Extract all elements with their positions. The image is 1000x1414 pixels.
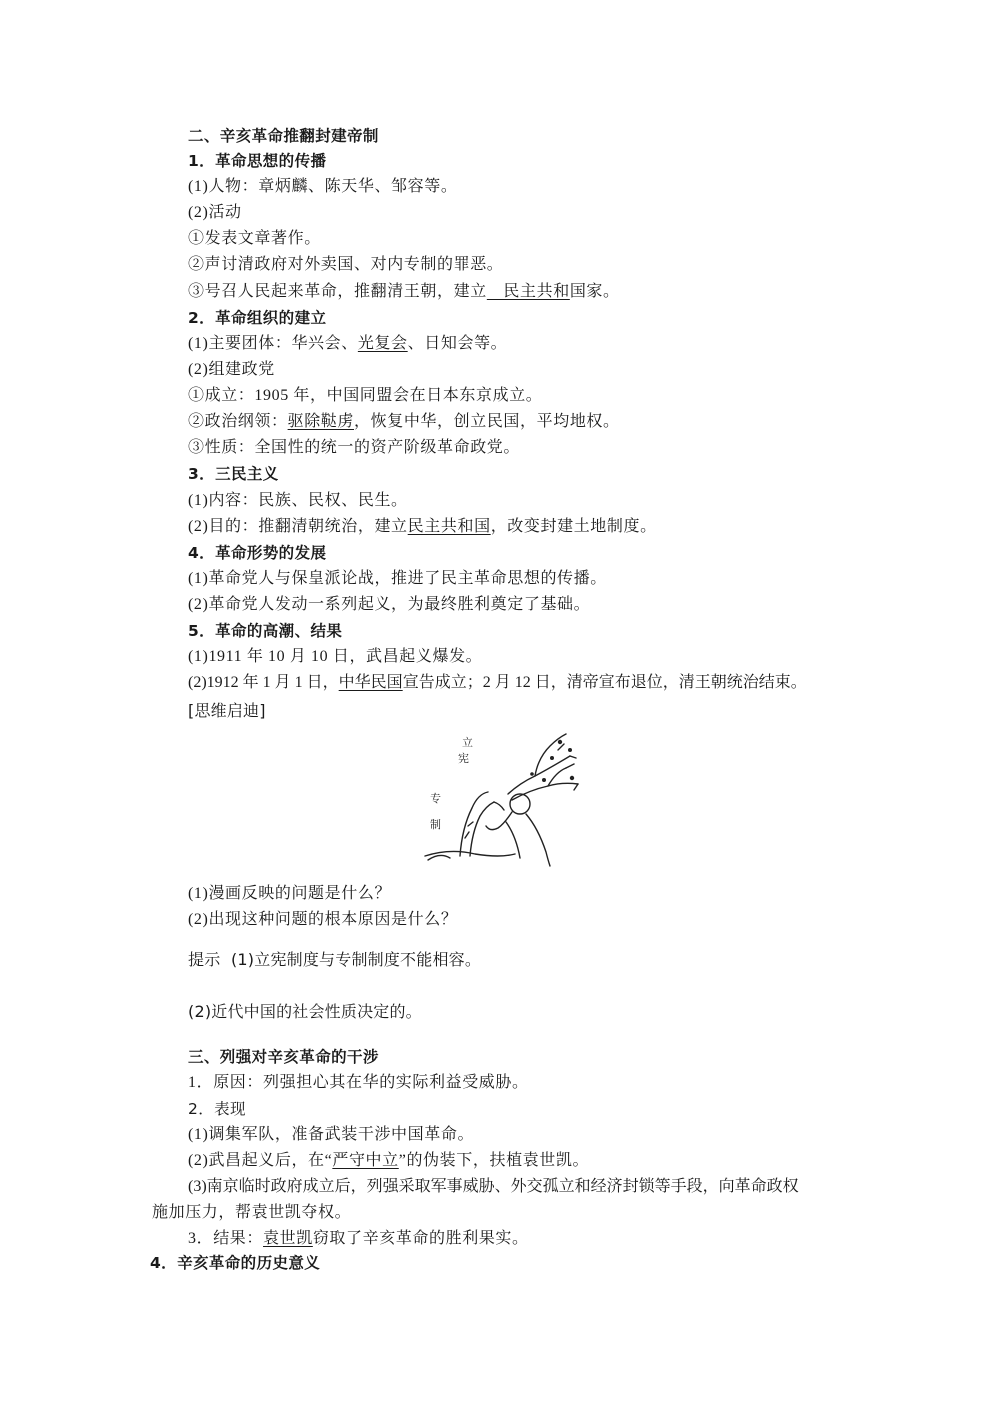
s4-p1: (1)革命党人与保皇派论战，推进了民主革命思想的传播。 xyxy=(188,570,607,587)
s1-title: 1．革命思想的传播 xyxy=(188,152,327,170)
thinking-hint xyxy=(188,950,481,970)
s3-p2 xyxy=(188,517,657,537)
s1-a3 xyxy=(188,282,620,302)
s2-p2: (2)组建政党 xyxy=(188,361,275,378)
s4-title: 4．革命形势的发展 xyxy=(188,544,327,562)
s2-p1 xyxy=(188,334,507,354)
s5-p1: (1)1911 年 10 月 10 日，武昌起义爆发。 xyxy=(188,648,483,665)
s2-a2-pre: ②政治纲领： xyxy=(188,413,288,430)
svg-text:宪: 宪 xyxy=(458,752,469,765)
s3-result-pre: 3．结果： xyxy=(188,1230,264,1247)
s2-a2 xyxy=(188,412,620,432)
s3-result-post: 窃取了辛亥革命的胜利果实。 xyxy=(312,1230,529,1247)
cartoon-tree-figure-icon xyxy=(420,728,580,868)
hint-answer-1: (1)立宪制度与专制制度不能相容。 xyxy=(230,950,482,969)
s1-a3-post: 国家。 xyxy=(569,283,620,300)
s2-p1-underline: 光复会 xyxy=(357,335,408,352)
s2-a1: ①成立：1905 年，中国同盟会在日本东京成立。 xyxy=(188,387,543,404)
s5-p2 xyxy=(188,673,807,693)
thinking-label: [思维启迪] xyxy=(188,701,266,720)
section4-title: 4．辛亥革命的历史意义 xyxy=(150,1254,321,1272)
svg-text:制: 制 xyxy=(430,818,441,831)
s3-p2-pre: (2)目的：推翻清朝统治，建立 xyxy=(188,518,408,535)
s3-b1: (1)调集军队，准备武装干涉中国革命。 xyxy=(188,1126,475,1143)
s3-title: 3．三民主义 xyxy=(188,465,279,483)
s2-p1-pre: (1)主要团体：华兴会、 xyxy=(188,335,358,352)
thinking-q1: (1)漫画反映的问题是什么？ xyxy=(188,885,392,902)
s5-p2-post: 宣告成立；2 月 12 日，清帝宣布退位，清王朝统治结束。 xyxy=(402,674,807,691)
s3-result xyxy=(188,1229,529,1249)
s2-a3: ③性质：全国性的统一的资产阶级革命政党。 xyxy=(188,439,521,456)
s1-a3-underline: 民主共和 xyxy=(486,283,570,300)
s3-result-underline: 袁世凯 xyxy=(263,1230,313,1247)
thinking-q2: (2)出现这种问题的根本原因是什么？ xyxy=(188,911,458,928)
s5-p2-underline: 中华民国 xyxy=(338,674,403,691)
s5-title: 5．革命的高潮、结果 xyxy=(188,622,343,640)
cartoon-illustration xyxy=(420,728,580,868)
s1-p1: (1)人物：章炳麟、陈天华、邹容等。 xyxy=(188,178,458,195)
s3-reason: 1．原因：列强担心其在华的实际利益受威胁。 xyxy=(188,1074,529,1091)
cartoon-label-bottom: 专 xyxy=(430,792,441,805)
cartoon-label-top: 立 xyxy=(462,736,473,749)
s3-p1: (1)内容：民族、民权、民生。 xyxy=(188,492,408,509)
section2-title: 二、辛亥革命推翻封建帝制 xyxy=(188,127,379,145)
s1-a3-pre: ③号召人民起来革命，推翻清王朝，建立 xyxy=(188,283,487,300)
s1-a2: ②声讨清政府对外卖国、对内专制的罪恶。 xyxy=(188,256,504,273)
s3-b2-post: ”的伪装下，扶植袁世凯。 xyxy=(398,1152,590,1169)
s3-b3-line1: (3)南京临时政府成立后，列强采取军事威胁、外交孤立和经济封锁等手段，向革命政权 xyxy=(188,1178,799,1195)
hint-answer-2: (2)近代中国的社会性质决定的。 xyxy=(188,1002,422,1021)
s3-p2-post: ，改变封建土地制度。 xyxy=(490,518,657,535)
s4-p2: (2)革命党人发动一系列起义，为最终胜利奠定了基础。 xyxy=(188,596,591,613)
s3-manifest-title: 2．表现 xyxy=(188,1100,246,1118)
s3-b2 xyxy=(188,1151,589,1171)
section3-title: 三、列强对辛亥革命的干涉 xyxy=(188,1048,379,1066)
s2-title: 2．革命组织的建立 xyxy=(188,309,327,327)
s2-a2-post: ，恢复中华，创立民国，平均地权。 xyxy=(354,413,620,430)
s3-b2-pre: (2)武昌起义后，在“ xyxy=(188,1152,333,1169)
s3-p2-underline: 民主共和国 xyxy=(407,518,491,535)
hint-label: 提示 xyxy=(188,950,221,969)
s1-p2: (2)活动 xyxy=(188,204,242,221)
s2-p1-post: 、日知会等。 xyxy=(407,335,508,352)
s2-a2-underline: 驱除鞑虏 xyxy=(287,413,355,430)
s5-p2-pre: (2)1912 年 1 月 1 日， xyxy=(188,674,339,691)
s3-b3-line2: 施加压力，帮袁世凯夺权。 xyxy=(152,1204,352,1221)
s1-a1: ①发表文章著作。 xyxy=(188,230,321,247)
s3-b2-underline: 严守中立 xyxy=(332,1152,399,1169)
